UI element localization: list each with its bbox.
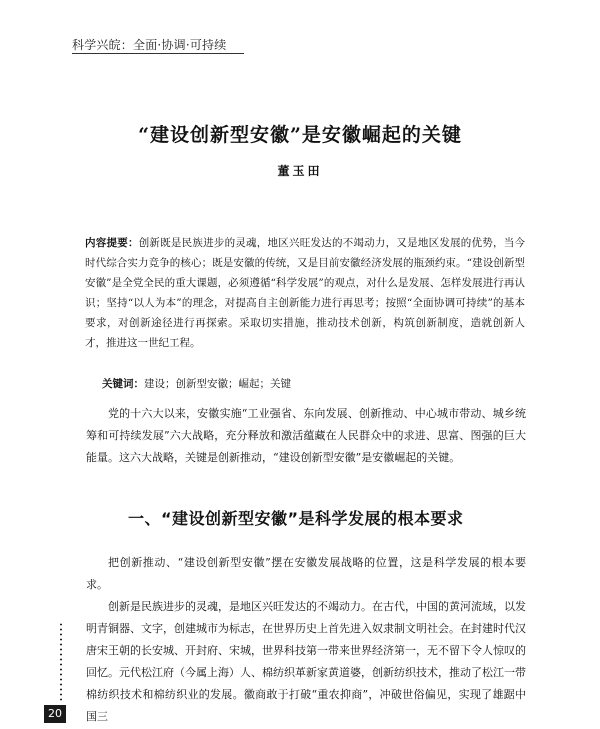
abstract-text: 创新既是民族进步的灵魂，地区兴旺发达的不竭动力，又是地区发展的优势，当今时代综合实力竞争的核心；既是安徽的传统，又是目前安徽经济发展的瓶颈约束。“建设创新型安徽”是全党全民的重大课题，必须遵循“科学发展”的观点，对什么是发展、怎样发展进行再认识；坚持“以人为本”的理念，对提高自主创新能力进行再思考；按照“全面协调可持续”的基本要求，对创新途径进行再探索。采取切实措施，推动技术创新，构筑创新制度，造就创新人才，推进这一世纪工程。 [85, 237, 525, 349]
keywords-text: 建设；创新型安徽；崛起；关键 [144, 378, 291, 390]
running-header: 科学兴皖：全面·协调·可持续 [72, 38, 227, 52]
binding-margin-dots [60, 622, 62, 702]
intro-paragraph: 党的十六大以来，安徽实施“工业强省、东向发展、创新推动、中心城市带动、城乡统筹和可持续发展”六大战略，充分释放和激活蕴藏在人民群众中的求进、思富、图强的巨大能量。这六大战略，关键是创新推动，“建设创新型安徽”是安徽崛起的关键。 [86, 407, 526, 464]
keywords [102, 375, 522, 393]
body-paragraph-1: 把创新推动、“建设创新型安徽”摆在安徽发展战略的位置，这是科学发展的根本要求。 [86, 556, 526, 591]
abstract [85, 233, 525, 353]
abstract-label: 内容提要： [85, 237, 139, 249]
body-paragraph-2: 创新是民族进步的灵魂，是地区兴旺发达的不竭动力。在古代，中国的黄河流域，以发明青铜器、文字，创建城市为标志，在世界历史上首先进入奴隶制文明社会。在封建时代汉唐宋王朝的长安城、开封府、宋城，世界科技第一带来世界经济第一，无不留下令人惊叹的回忆。元代松江府（今属上海）人、棉纺织革新家黄道婆，创新纺织技术，推动了松江一带棉纺织技术和棉纺织业的发展。徽商敢于打破“重农抑商”，冲破世俗偏见，实现了雄踞中国三 [86, 600, 526, 723]
article-author: 董玉田 [277, 164, 323, 178]
keywords-label: 关键词： [102, 378, 144, 390]
article-title: “建设创新型安徽”是安徽崛起的关键 [138, 124, 462, 146]
page-number: 20 [44, 705, 66, 723]
header-underline [72, 53, 244, 54]
section-heading: 一、“建设创新型安徽”是科学发展的根本要求 [128, 509, 464, 528]
